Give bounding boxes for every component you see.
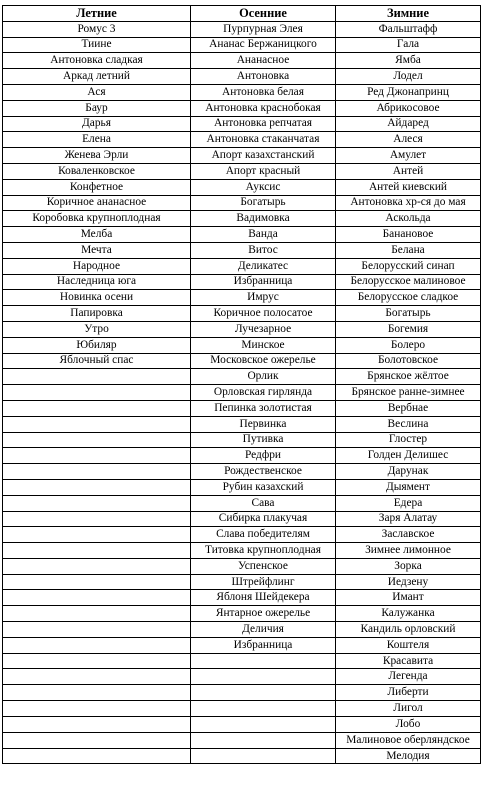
- summer-cell: [3, 400, 191, 416]
- winter-cell: Зорка: [336, 558, 481, 574]
- winter-cell: Малиновое оберляндское: [336, 732, 481, 748]
- table-row: [3, 527, 481, 543]
- table-row: [3, 274, 481, 290]
- header-winter: Зимние: [336, 6, 481, 22]
- table-row: [3, 37, 481, 53]
- winter-cell: Лодел: [336, 69, 481, 85]
- table-row: [3, 685, 481, 701]
- winter-cell: Аскольда: [336, 211, 481, 227]
- winter-cell: Голден Делишес: [336, 448, 481, 464]
- winter-cell: Лигол: [336, 701, 481, 717]
- autumn-cell: Богатырь: [191, 195, 336, 211]
- winter-cell: Болеро: [336, 337, 481, 353]
- winter-cell: Легенда: [336, 669, 481, 685]
- table-row: [3, 416, 481, 432]
- summer-cell: [3, 716, 191, 732]
- autumn-cell: Сибирка плакучая: [191, 511, 336, 527]
- autumn-cell: Успенское: [191, 558, 336, 574]
- table-row: [3, 622, 481, 638]
- winter-cell: Белорусское малиновое: [336, 274, 481, 290]
- autumn-cell: Антоновка стаканчатая: [191, 132, 336, 148]
- table-row: [3, 479, 481, 495]
- summer-cell: [3, 385, 191, 401]
- winter-cell: Ямба: [336, 53, 481, 69]
- summer-cell: Тиине: [3, 37, 191, 53]
- table-row: [3, 84, 481, 100]
- table-row: [3, 369, 481, 385]
- autumn-cell: Минское: [191, 337, 336, 353]
- summer-cell: [3, 464, 191, 480]
- autumn-cell: [191, 701, 336, 717]
- winter-cell: Кандиль орловский: [336, 622, 481, 638]
- autumn-cell: Антоновка: [191, 69, 336, 85]
- summer-cell: [3, 448, 191, 464]
- autumn-cell: Избранница: [191, 637, 336, 653]
- autumn-cell: Ауксис: [191, 179, 336, 195]
- winter-cell: Белана: [336, 242, 481, 258]
- table-row: [3, 290, 481, 306]
- autumn-cell: [191, 685, 336, 701]
- summer-cell: Елена: [3, 132, 191, 148]
- summer-cell: [3, 495, 191, 511]
- table-row: [3, 306, 481, 322]
- summer-cell: [3, 653, 191, 669]
- autumn-cell: [191, 669, 336, 685]
- autumn-cell: Ананас Бержаницкого: [191, 37, 336, 53]
- winter-cell: Калужанка: [336, 606, 481, 622]
- autumn-cell: Лучезарное: [191, 321, 336, 337]
- winter-cell: Болотовское: [336, 353, 481, 369]
- summer-cell: Женева Эрли: [3, 148, 191, 164]
- winter-cell: Банановое: [336, 227, 481, 243]
- summer-cell: Коробовка крупноплодная: [3, 211, 191, 227]
- summer-cell: [3, 669, 191, 685]
- table-row: [3, 669, 481, 685]
- summer-cell: [3, 369, 191, 385]
- autumn-cell: Деликатес: [191, 258, 336, 274]
- autumn-cell: Ананасное: [191, 53, 336, 69]
- autumn-cell: [191, 653, 336, 669]
- summer-cell: [3, 622, 191, 638]
- winter-cell: Вербнае: [336, 400, 481, 416]
- table-row: [3, 495, 481, 511]
- table-row: [3, 21, 481, 37]
- winter-cell: Богатырь: [336, 306, 481, 322]
- autumn-cell: Деличия: [191, 622, 336, 638]
- autumn-cell: Путивка: [191, 432, 336, 448]
- autumn-cell: Рубин казахский: [191, 479, 336, 495]
- winter-cell: Амулет: [336, 148, 481, 164]
- winter-cell: Веслина: [336, 416, 481, 432]
- autumn-cell: Апорт казахстанский: [191, 148, 336, 164]
- autumn-cell: Московское ожерелье: [191, 353, 336, 369]
- summer-cell: Утро: [3, 321, 191, 337]
- table-row: [3, 606, 481, 622]
- winter-cell: Фальштафф: [336, 21, 481, 37]
- summer-cell: Яблочный спас: [3, 353, 191, 369]
- summer-cell: Ромус 3: [3, 21, 191, 37]
- table-row: [3, 69, 481, 85]
- summer-cell: Баур: [3, 100, 191, 116]
- winter-cell: Брянское жёлтое: [336, 369, 481, 385]
- table-row: [3, 464, 481, 480]
- summer-cell: [3, 558, 191, 574]
- winter-cell: Красавита: [336, 653, 481, 669]
- winter-cell: Алеся: [336, 132, 481, 148]
- winter-cell: Зимнее лимонное: [336, 543, 481, 559]
- summer-cell: [3, 732, 191, 748]
- table-row: [3, 653, 481, 669]
- autumn-cell: Витос: [191, 242, 336, 258]
- winter-cell: Белорусский синап: [336, 258, 481, 274]
- winter-cell: Айдаред: [336, 116, 481, 132]
- autumn-cell: [191, 716, 336, 732]
- table-row: [3, 116, 481, 132]
- summer-cell: [3, 527, 191, 543]
- summer-cell: [3, 574, 191, 590]
- autumn-cell: Яблоня Шейдекера: [191, 590, 336, 606]
- table-row: [3, 590, 481, 606]
- table-row: [3, 748, 481, 764]
- apple-varieties-table-container: [2, 5, 481, 764]
- autumn-cell: Избранница: [191, 274, 336, 290]
- autumn-cell: Титовка крупноплодная: [191, 543, 336, 559]
- summer-cell: Наследница юга: [3, 274, 191, 290]
- autumn-cell: Имрус: [191, 290, 336, 306]
- autumn-cell: Орлик: [191, 369, 336, 385]
- winter-cell: Дыямент: [336, 479, 481, 495]
- header-row: [3, 6, 481, 22]
- autumn-cell: [191, 732, 336, 748]
- winter-cell: Глостер: [336, 432, 481, 448]
- table-body: [3, 21, 481, 764]
- header-summer: Летние: [3, 6, 191, 22]
- table-row: [3, 448, 481, 464]
- summer-cell: Конфетное: [3, 179, 191, 195]
- summer-cell: Дарья: [3, 116, 191, 132]
- summer-cell: [3, 701, 191, 717]
- winter-cell: Едера: [336, 495, 481, 511]
- autumn-cell: Рождественское: [191, 464, 336, 480]
- table-row: [3, 163, 481, 179]
- summer-cell: [3, 543, 191, 559]
- autumn-cell: Редфри: [191, 448, 336, 464]
- table-row: [3, 543, 481, 559]
- table-row: [3, 100, 481, 116]
- table-row: [3, 321, 481, 337]
- table-row: [3, 195, 481, 211]
- table-row: [3, 211, 481, 227]
- winter-cell: Заславское: [336, 527, 481, 543]
- header-autumn: Осенние: [191, 6, 336, 22]
- summer-cell: [3, 685, 191, 701]
- winter-cell: Брянское ранне-зимнее: [336, 385, 481, 401]
- table-row: [3, 637, 481, 653]
- table-row: [3, 179, 481, 195]
- table-row: [3, 53, 481, 69]
- table-row: [3, 716, 481, 732]
- autumn-cell: Антоновка краснобокая: [191, 100, 336, 116]
- autumn-cell: Первинка: [191, 416, 336, 432]
- summer-cell: Юбиляр: [3, 337, 191, 353]
- table-row: [3, 511, 481, 527]
- autumn-cell: Штрейфлинг: [191, 574, 336, 590]
- summer-cell: Папировка: [3, 306, 191, 322]
- winter-cell: Белорусское сладкое: [336, 290, 481, 306]
- winter-cell: Абрикосовое: [336, 100, 481, 116]
- winter-cell: Заря Алатау: [336, 511, 481, 527]
- summer-cell: Коваленковское: [3, 163, 191, 179]
- winter-cell: Коштеля: [336, 637, 481, 653]
- winter-cell: Дарунак: [336, 464, 481, 480]
- table-row: [3, 385, 481, 401]
- autumn-cell: Пурпурная Элея: [191, 21, 336, 37]
- winter-cell: Лобо: [336, 716, 481, 732]
- winter-cell: Богемия: [336, 321, 481, 337]
- summer-cell: [3, 748, 191, 764]
- table-row: [3, 227, 481, 243]
- autumn-cell: Ванда: [191, 227, 336, 243]
- summer-cell: [3, 416, 191, 432]
- winter-cell: Имант: [336, 590, 481, 606]
- winter-cell: Антей киевский: [336, 179, 481, 195]
- summer-cell: [3, 432, 191, 448]
- table-row: [3, 353, 481, 369]
- summer-cell: [3, 637, 191, 653]
- summer-cell: Ася: [3, 84, 191, 100]
- autumn-cell: Пепинка золотистая: [191, 400, 336, 416]
- autumn-cell: Слава победителям: [191, 527, 336, 543]
- autumn-cell: Янтарное ожерелье: [191, 606, 336, 622]
- autumn-cell: Сава: [191, 495, 336, 511]
- autumn-cell: Коричное полосатое: [191, 306, 336, 322]
- winter-cell: Ред Джонапринц: [336, 84, 481, 100]
- table-row: [3, 132, 481, 148]
- autumn-cell: Апорт красный: [191, 163, 336, 179]
- table-row: [3, 148, 481, 164]
- summer-cell: Мелба: [3, 227, 191, 243]
- table-row: [3, 432, 481, 448]
- summer-cell: Новинка осени: [3, 290, 191, 306]
- summer-cell: Народное: [3, 258, 191, 274]
- table-row: [3, 701, 481, 717]
- summer-cell: Аркад летний: [3, 69, 191, 85]
- summer-cell: [3, 479, 191, 495]
- table-row: [3, 242, 481, 258]
- table-row: [3, 732, 481, 748]
- summer-cell: [3, 511, 191, 527]
- autumn-cell: Орловская гирлянда: [191, 385, 336, 401]
- table-row: [3, 258, 481, 274]
- table-row: [3, 337, 481, 353]
- winter-cell: Либерти: [336, 685, 481, 701]
- summer-cell: Коричное ананасное: [3, 195, 191, 211]
- table-row: [3, 558, 481, 574]
- autumn-cell: Антоновка репчатая: [191, 116, 336, 132]
- table-row: [3, 400, 481, 416]
- autumn-cell: Антоновка белая: [191, 84, 336, 100]
- winter-cell: Антоновка хр-ся до мая: [336, 195, 481, 211]
- table-row: [3, 574, 481, 590]
- autumn-cell: Вадимовка: [191, 211, 336, 227]
- summer-cell: Мечта: [3, 242, 191, 258]
- winter-cell: Антей: [336, 163, 481, 179]
- summer-cell: Антоновка сладкая: [3, 53, 191, 69]
- summer-cell: [3, 606, 191, 622]
- autumn-cell: [191, 748, 336, 764]
- summer-cell: [3, 590, 191, 606]
- apple-varieties-table: [2, 5, 481, 764]
- winter-cell: Гала: [336, 37, 481, 53]
- winter-cell: Иедзену: [336, 574, 481, 590]
- winter-cell: Мелодия: [336, 748, 481, 764]
